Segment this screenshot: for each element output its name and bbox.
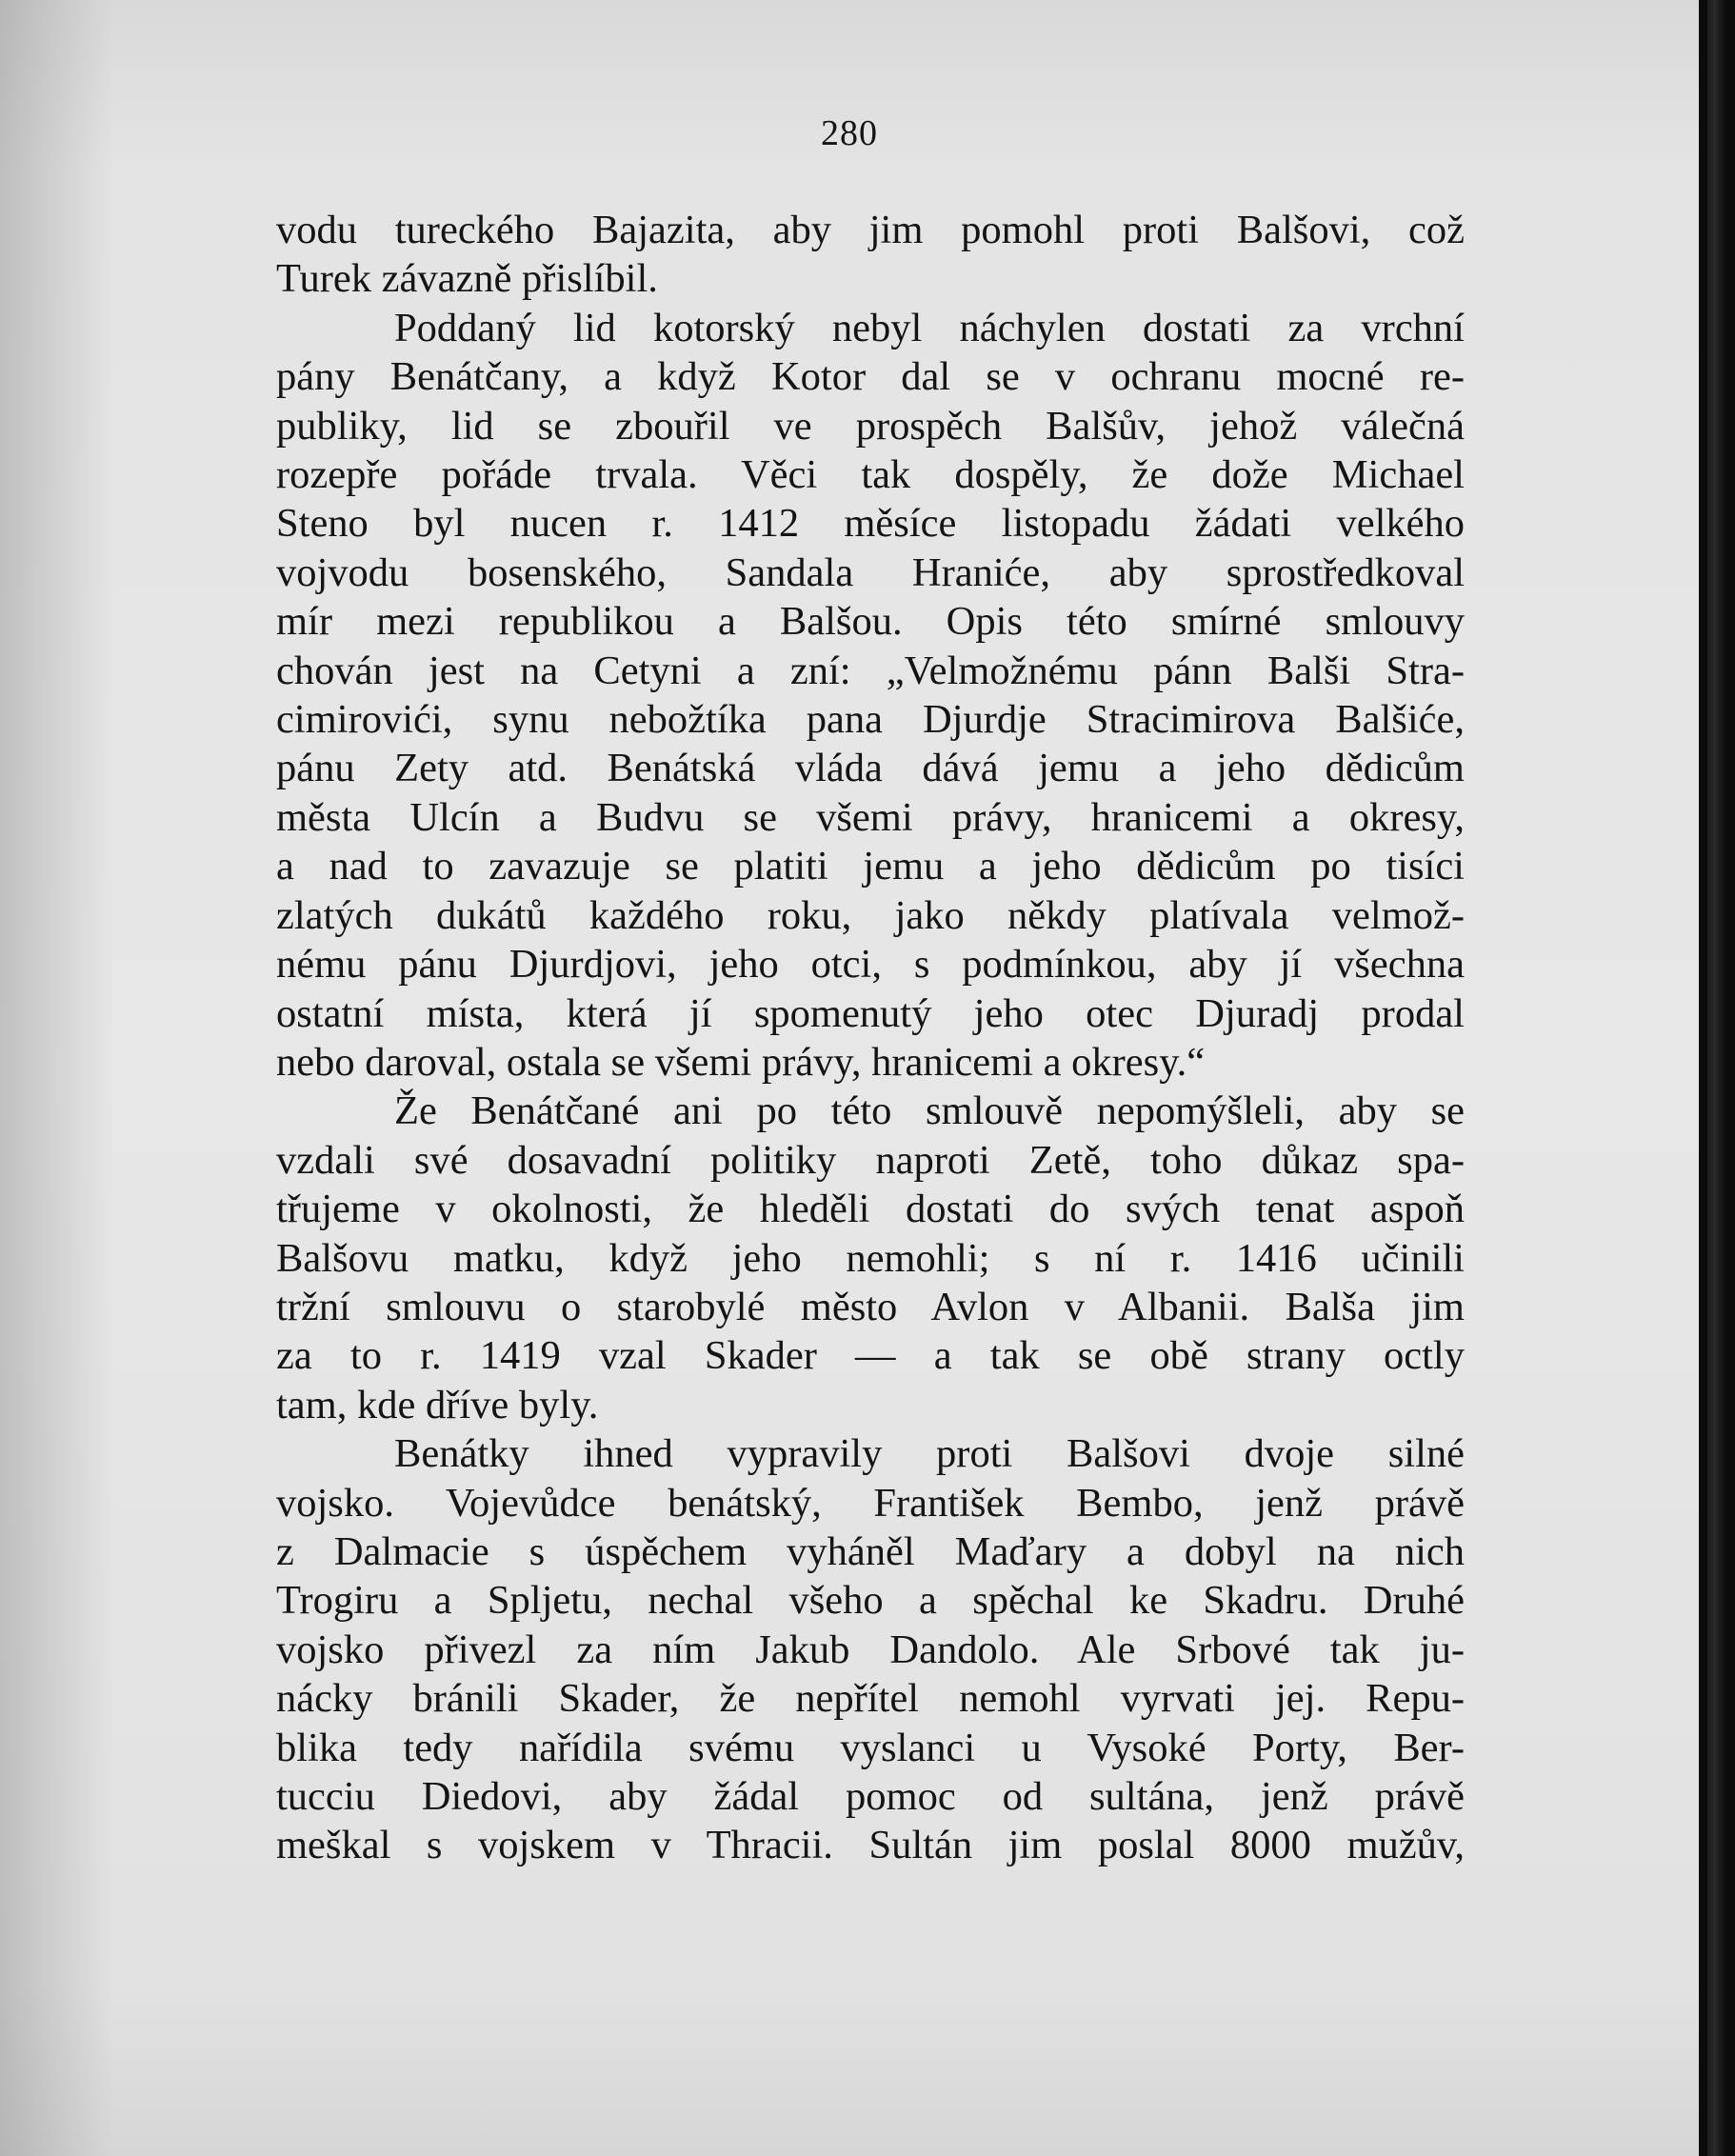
text-line: tucciu Diedovi, aby žádal pomoc od sultána, jenž právě [276,1774,1465,1819]
next-page-edge [1707,0,1725,2156]
text-line: vojvodu bosenského, Sandala Hraniće, aby sprostředkoval [276,549,1465,595]
text-line: třujeme v okolnosti, že hleděli dostati do svých tenat aspoň [276,1187,1465,1232]
body-text [276,206,1465,1870]
text-line: meškal s vojskem v Thracii. Sultán jim poslal 8000 mužův, [276,1823,1465,1868]
text-line: vojsko. Vojevůdce benátský, František Bembo, jenž právě [276,1480,1465,1526]
text-line: nebo daroval, ostala se všemi právy, hranicemi a okresy.“ [276,1039,1206,1085]
text-line: blika tedy nařídila svému vyslanci u Vysoké Porty, Ber- [276,1725,1465,1770]
text-line: Steno byl nucen r. 1412 měsíce listopadu žádati velkého [276,501,1465,547]
text-line: cimirovići, synu nebožtíka pana Djurdje Stracimirova Balšiće, [276,697,1465,743]
text-line: Trogiru a Spljetu, nechal všeho a spěchal ke Skadru. Druhé [276,1578,1465,1624]
text-line: Balšovu matku, když jeho nemohli; s ní r. 1416 učinili [276,1235,1465,1281]
text-line: pánu Zety atd. Benátská vláda dává jemu a jeho dědicům [276,746,1465,791]
text-line: rozepře pořáde trvala. Věci tak dospěly, že dože Michael [276,452,1465,498]
text-line: chován jest na Cetyni a zní: „Velmožnému pánn Balši Stra- [276,648,1465,693]
text-line: a nad to zavazuje se platiti jemu a jeho dědicům po tisíci [276,844,1465,889]
text-line: publiky, lid se zbouřil ve prospěch Balšův, jehož válečná [276,403,1465,449]
text-line: nému pánu Djurdjovi, jeho otci, s podmínkou, aby jí všechna [276,942,1465,988]
text-line: Benátky ihned vypravily proti Balšovi dvoje silné [394,1431,1465,1477]
text-line: vojsko přivezl za ním Jakub Dandolo. Ale Srbové tak ju- [276,1627,1465,1672]
text-line: Turek závazně přislíbil. [276,256,658,302]
text-line: tam, kde dříve byly. [276,1382,599,1427]
text-line: vzdali své dosavadní politiky naproti Zetě, toho důkaz spa- [276,1137,1465,1183]
text-line: za to r. 1419 vzal Skader — a tak se obě strany octly [276,1333,1465,1379]
text-line: pány Benátčany, a když Kotor dal se v ochranu mocné re- [276,354,1465,400]
text-line: Poddaný lid kotorský nebyl náchylen dostati za vrchní [394,305,1465,350]
page-number: 280 [821,113,878,153]
text-line: nácky bránili Skader, že nepřítel nemohl vyrvati jej. Repu- [276,1676,1465,1722]
text-line: vodu tureckého Bajazita, aby jim pomohl proti Balšovi, což [276,208,1465,252]
text-line: mír mezi republikou a Balšou. Opis této smírné smlouvy [276,599,1465,645]
text-line: zlatých dukátů každého roku, jako někdy platívala velmož- [276,892,1465,938]
text-line: Že Benátčané ani po této smlouvě nepomýšleli, aby se [394,1088,1465,1134]
text-line: ostatní místa, která jí spomenutý jeho otec Djuradj prodal [276,990,1465,1036]
text-line: města Ulcín a Budvu se všemi právy, hranicemi a okresy, [276,794,1465,840]
text-line: z Dalmacie s úspěchem vyháněl Maďary a dobyl na nich [276,1528,1465,1574]
text-line: tržní smlouvu o starobylé město Avlon v Albanii. Balša jim [276,1284,1465,1329]
